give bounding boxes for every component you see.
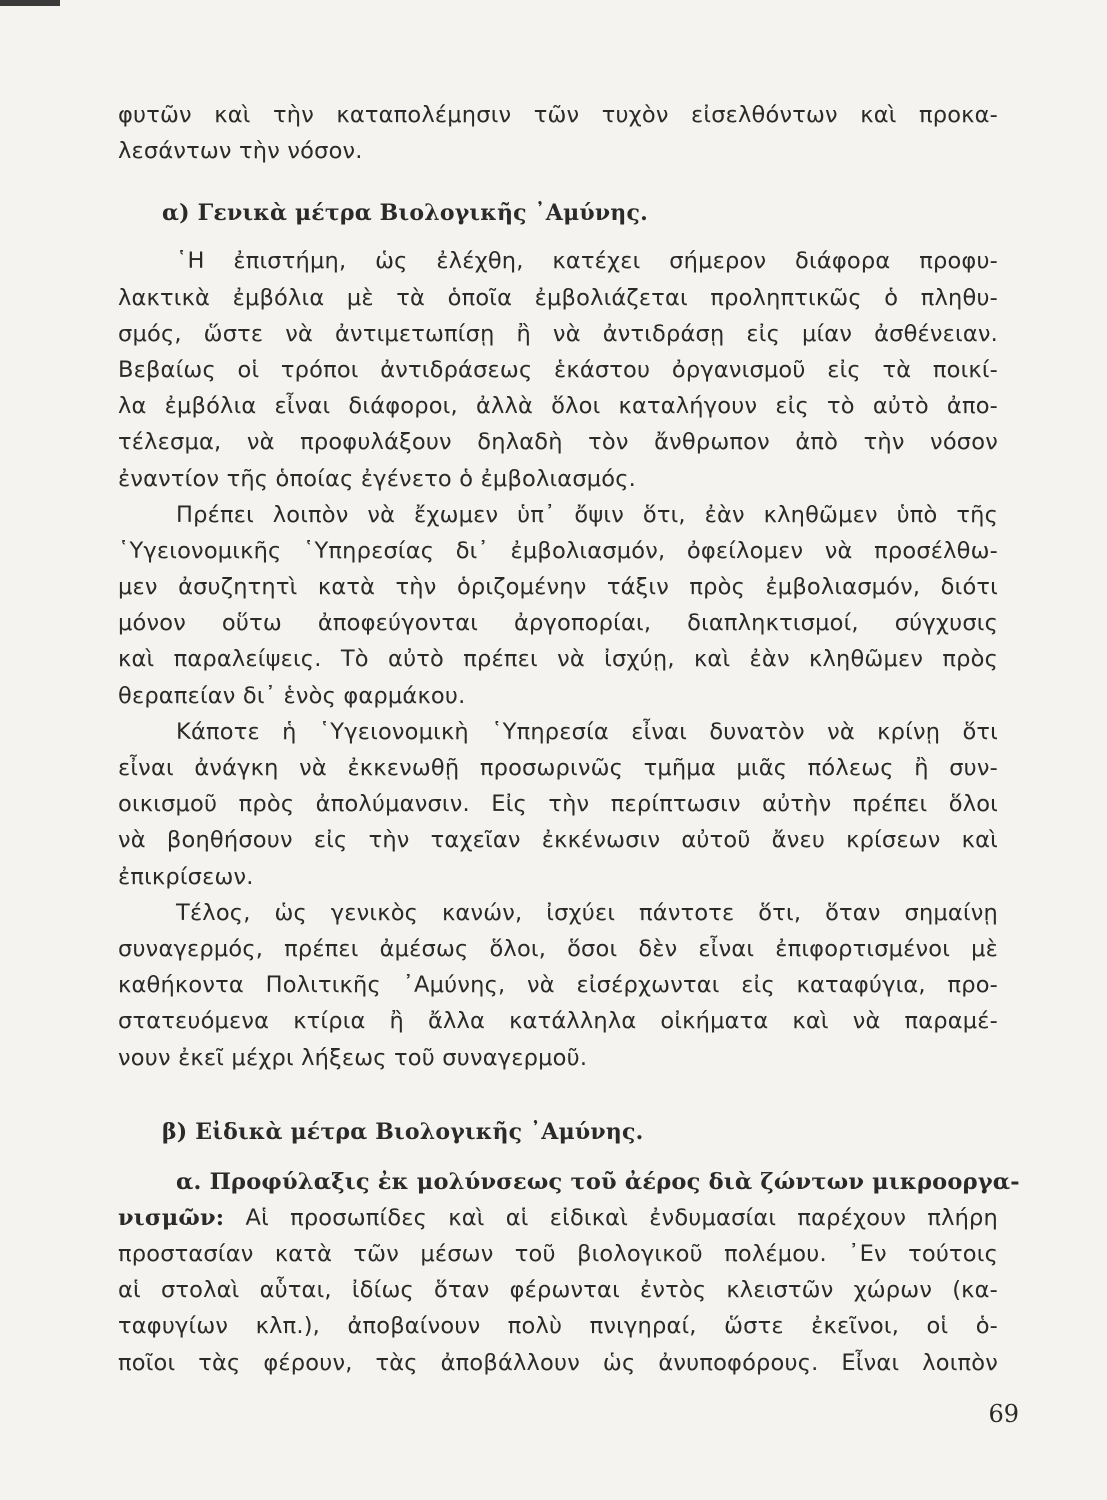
para4-line: νουν ἐκεῖ μέχρι λήξεως τοῦ συναγερμοῦ. [118, 1044, 588, 1071]
para1-line: τέλεσμα, νὰ προφυλάξουν δηλαδὴ τὸν ἄνθρωπον ἀπὸ τὴν νόσον [118, 429, 998, 456]
section-b-para-line: ταφυγίων κλπ.), ἀποβαίνουν πολὺ πνιγηραί, ὥστε ἐκεῖνοι, οἱ ὁ- [118, 1313, 998, 1340]
para4-line: στατευόμενα κτίρια ἢ ἄλλα κατάλληλα οἰκήματα καὶ νὰ παραμέ- [118, 1008, 998, 1035]
subsection-a-title-line-1: α. Προφύλαξις ἐκ μολύνσεως τοῦ ἀέρος διὰ ζώντων μικροοργα- [176, 1168, 1020, 1195]
para1-line: ἐναντίον τῆς ὁποίας ἐγένετο ὁ ἐμβολιασμός. [118, 465, 637, 492]
page-number: 69 [988, 1400, 1019, 1428]
body-text [118, 97, 1020, 1381]
para2-line: Πρέπει λοιπὸν νὰ ἔχωμεν ὑπ᾿ ὄψιν ὅτι, ἐὰν κληθῶμεν ὑπὸ τῆς [176, 501, 998, 528]
section-b-para-line: προστασίαν κατὰ τῶν μέσων τοῦ βιολογικοῦ πολέμου. ᾿Εν τούτοις [118, 1241, 998, 1268]
para1-line: σμός, ὥστε νὰ ἀντιμετωπίσῃ ἢ νὰ ἀντιδράσῃ εἰς μίαν ἀσθένειαν. [118, 320, 998, 347]
para1-line: ῾Η ἐπιστήμη, ὡς ἐλέχθη, κατέχει σήμερον διάφορα προφυ- [176, 248, 998, 275]
section-a-heading: α) Γενικὰ μέτρα Βιολογικῆς ᾿Αμύνης. [162, 200, 648, 227]
para2-line: ῾Υγειονομικῆς ῾Υπηρεσίας δι᾿ ἐμβολιασμόν, ὀφείλομεν νὰ προσέλθω- [118, 537, 998, 564]
para2-line: μόνον οὕτω ἀποφεύγονται ἀργοπορίαι, διαπληκτισμοί, σύγχυσις [118, 610, 998, 637]
para4-line: καθήκοντα Πολιτικῆς ᾿Αμύνης, νὰ εἰσέρχωνται εἰς καταφύγια, προ- [118, 972, 998, 999]
intro-line-2: λεσάντων τὴν νόσον. [118, 138, 363, 165]
subsection-a-text-start: Αἱ προσωπίδες καὶ αἱ εἰδικαὶ ἐνδυμασίαι παρέχουν πλήρη [224, 1204, 998, 1231]
subsection-a-title-end: νισμῶν: [118, 1204, 225, 1231]
para1-line: λακτικὰ ἐμβόλια μὲ τὰ ὁποῖα ἐμβολιάζεται προληπτικῶς ὁ πληθυ- [118, 284, 998, 311]
scan-edge-mark [0, 0, 60, 6]
para1-line: λα ἐμβόλια εἶναι διάφοροι, ἀλλὰ ὅλοι καταλήγουν εἰς τὸ αὐτὸ ἀπο- [118, 393, 998, 420]
para3-line: εἶναι ἀνάγκη νὰ ἐκκενωθῇ προσωρινῶς τμῆμα μιᾶς πόλεως ἢ συν- [118, 755, 998, 781]
para4-line: Τέλος, ὡς γενικὸς κανών, ἰσχύει πάντοτε ὅτι, ὅταν σημαίνῃ [176, 899, 998, 926]
para3-line: νὰ βοηθήσουν εἰς τὴν ταχεῖαν ἐκκένωσιν αὐτοῦ ἄνευ κρίσεων καὶ [118, 827, 998, 854]
subsection-a-title-line-2 [118, 1200, 998, 1236]
para2-line: μεν ἀσυζητητὶ κατὰ τὴν ὁριζομένην τάξιν πρὸς ἐμβολιασμόν, διότι [118, 574, 998, 601]
intro-line-1: φυτῶν καὶ τὴν καταπολέμησιν τῶν τυχὸν εἰσελθόντων καὶ προκα- [118, 102, 998, 128]
para3-line: Κάποτε ἡ ῾Υγειονομικὴ ῾Υπηρεσία εἶναι δυνατὸν νὰ κρίνῃ ὅτι [176, 718, 998, 745]
para3-line: ἐπικρίσεων. [118, 863, 254, 890]
para3-line: οικισμοῦ πρὸς ἀπολύμανσιν. Εἰς τὴν περίπτωσιν αὐτὴν πρέπει ὅλοι [118, 791, 998, 818]
section-b-heading: β) Εἰδικὰ μέτρα Βιολογικῆς ᾿Αμύνης. [162, 1118, 644, 1145]
para2-line: θεραπείαν δι᾿ ἑνὸς φαρμάκου. [118, 682, 466, 709]
section-b-para-line: αἱ στολαὶ αὗται, ἰδίως ὅταν φέρωνται ἐντὸς κλειστῶν χώρων (κα- [118, 1277, 998, 1304]
section-b-para-line: ποῖοι τὰς φέρουν, τὰς ἀποβάλλουν ὡς ἀνυποφόρους. Εἶναι λοιπὸν [118, 1349, 998, 1376]
para4-line: συναγερμός, πρέπει ἀμέσως ὅλοι, ὅσοι δὲν εἶναι ἐπιφορτισμένοι μὲ [118, 935, 998, 962]
para2-line: καὶ παραλείψεις. Τὸ αὐτὸ πρέπει νὰ ἰσχύῃ, καὶ ἐὰν κληθῶμεν πρὸς [118, 646, 998, 673]
para1-line: Βεβαίως οἱ τρόποι ἀντιδράσεως ἑκάστου ὀργανισμοῦ εἰς τὰ ποικί- [118, 356, 998, 383]
